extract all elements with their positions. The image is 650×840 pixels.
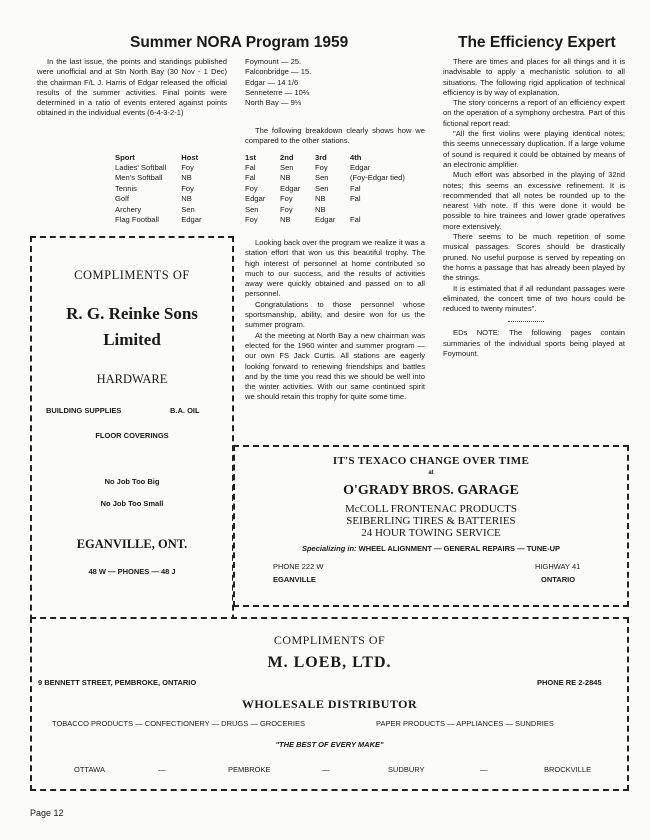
host-cell: Foy bbox=[181, 183, 194, 193]
place-cell: (Foy-Edgar tied) bbox=[350, 173, 405, 183]
points-item: Edgar — 14 1/6 bbox=[245, 77, 299, 87]
place-header: 1st bbox=[245, 153, 256, 162]
loeb-compliments: COMPLIMENTS OF bbox=[273, 633, 386, 647]
efficiency-article bbox=[443, 57, 625, 359]
texaco-province: ONTARIO bbox=[541, 575, 576, 584]
editors-note: EDs NOTE: The following pages contain summaries of the individual sports being played at Foymount. bbox=[443, 328, 625, 359]
garage-name: O'GRADY BROS. GARAGE bbox=[343, 483, 519, 498]
city-separator: — bbox=[322, 765, 330, 774]
place-cell: NB bbox=[280, 173, 291, 183]
divider bbox=[443, 314, 625, 328]
reinke-building-supplies: BUILDING SUPPLIES bbox=[46, 406, 122, 415]
specializing-services: WHEEL ALIGNMENT — GENERAL REPAIRS — TUNE-UP bbox=[358, 544, 561, 553]
host-header: Host bbox=[181, 153, 199, 162]
host-cell: NB bbox=[181, 173, 192, 183]
sport-cell: Golf bbox=[115, 194, 129, 204]
place-header: 2nd bbox=[280, 153, 294, 162]
efficiency-title: The Efficiency Expert bbox=[458, 34, 616, 51]
texaco-line-2: SEIBERLING TIRES & BATTERIES bbox=[346, 515, 516, 527]
reinke-compliments: COMPLIMENTS OF bbox=[74, 268, 190, 282]
sport-cell: Ladies' Softball bbox=[115, 163, 167, 172]
sport-cell: Tennis bbox=[115, 183, 137, 193]
table-row bbox=[115, 184, 207, 194]
place-cell: Fal bbox=[245, 173, 256, 183]
place-cell: Sen bbox=[245, 204, 259, 214]
host-cell: Foy bbox=[181, 163, 194, 172]
table-row bbox=[115, 173, 207, 183]
host-cell: Edgar bbox=[181, 215, 202, 225]
texaco-highway: HIGHWAY 41 bbox=[535, 562, 581, 571]
place-cell: Foy bbox=[315, 163, 328, 172]
efficiency-paragraph: Much effort was absorbed in the playing of 32nd notes; this seems an excessive refinement. It is recommended that all notes be rounded up to the nearest ⅛th note. If this were done it would be possible to hire trainees and lower grade operatives more extensively. bbox=[443, 170, 625, 231]
nora-conclusion bbox=[245, 238, 425, 403]
place-cell: Edgar bbox=[315, 215, 336, 225]
table-row bbox=[115, 205, 207, 215]
nora-intro-text: In the last issue, the points and standings published were unofficial and at Stn North Bay (30 Nov - 1 Dec) the chairman F/L J. Harris of Edgar released the official results of the summer activities. Final points were determined in a ratio of events entered against points obtained in the individual events (6-4-3-2-1) bbox=[37, 57, 227, 118]
texaco-phone: PHONE 222 W bbox=[273, 562, 324, 571]
sport-cell: Flag Football bbox=[115, 215, 159, 225]
points-item: North Bay — 9⅓ bbox=[245, 98, 302, 108]
city-separator: — bbox=[480, 765, 488, 774]
place-cell: Sen bbox=[315, 183, 329, 193]
reinke-floor: FLOOR COVERINGS bbox=[95, 431, 169, 440]
place-cell: NB bbox=[315, 194, 326, 204]
place-cell: Foy bbox=[245, 183, 258, 193]
place-cell bbox=[350, 205, 410, 215]
table-row bbox=[245, 173, 410, 183]
texaco-ad bbox=[233, 445, 629, 607]
place-cell: Foy bbox=[280, 194, 293, 204]
specializing-label: Specializing in: bbox=[301, 544, 357, 553]
texaco-specializing bbox=[235, 544, 627, 553]
efficiency-paragraph: The story concerns a report of an efficiency expert on the operation of a symphony orchestra. Part of this fictional report read: bbox=[443, 98, 625, 128]
loeb-slogan: "THE BEST OF EVERY MAKE" bbox=[275, 740, 384, 749]
reinke-slogan-2: No Job Too Small bbox=[100, 499, 164, 508]
host-cell: NB bbox=[181, 194, 192, 204]
reinke-town: EGANVILLE, ONT. bbox=[76, 537, 188, 551]
place-cell: Edgar bbox=[350, 163, 371, 172]
reinke-name-line2: Limited bbox=[103, 330, 161, 349]
sport-cell: Men's Softball bbox=[115, 173, 163, 183]
loeb-wholesale: WHOLESALE DISTRIBUTOR bbox=[241, 697, 418, 711]
place-cell: NB bbox=[315, 204, 326, 214]
place-cell: Sen bbox=[315, 173, 329, 183]
table-row bbox=[115, 194, 207, 204]
loeb-products-right: PAPER PRODUCTS — APPLIANCES — SUNDRIES bbox=[376, 719, 554, 728]
place-header: 3rd bbox=[315, 153, 327, 162]
place-cell: Fal bbox=[350, 215, 361, 225]
points-list bbox=[245, 57, 425, 108]
place-cell: Fal bbox=[245, 163, 256, 172]
points-item: Falconbridge — 15. bbox=[245, 67, 312, 77]
place-cell: Foy bbox=[245, 215, 258, 225]
nora-title: Summer NORA Program 1959 bbox=[130, 34, 349, 51]
texaco-at: at bbox=[428, 470, 434, 476]
loeb-city: BROCKVILLE bbox=[544, 765, 592, 774]
page-number: Page 12 bbox=[30, 808, 64, 818]
place-cell: Sen bbox=[280, 163, 294, 172]
place-cell: Edgar bbox=[280, 183, 301, 193]
place-cell: Fal bbox=[350, 194, 361, 204]
city-separator: — bbox=[158, 765, 166, 774]
loeb-name: M. LOEB, LTD. bbox=[267, 654, 392, 671]
table-row bbox=[245, 184, 410, 194]
efficiency-paragraph: There are times and places for all things and it is inadvisable to apply a mechanistic solution to all situations. The following rigid application of technical efficiency is by way of explanation. bbox=[443, 57, 625, 97]
sports-host-table bbox=[115, 152, 207, 225]
nora-paragraph: At the meeting at North Bay a new chairman was elected for the 1960 winter and summer program — our own FS Jack Curtis. All stations are eagerly looking forward to renewing friendships and battles and by the time you read this we should be well into the winter activities. With our same continued spirit we should retain this trophy for quite some time. bbox=[245, 330, 425, 402]
places-table bbox=[245, 152, 410, 225]
reinke-oil: B.A. OIL bbox=[170, 406, 200, 415]
table-row bbox=[245, 205, 410, 215]
efficiency-paragraph: There seems to be much repetition of some musical passages. Scores should be drastically pruned. No useful purpose is served by repeating on the horns a passage that has already been played by the strings. bbox=[443, 232, 625, 283]
breakdown-intro bbox=[245, 126, 425, 147]
reinke-hardware: HARDWARE bbox=[96, 372, 168, 386]
place-cell: Edgar bbox=[245, 194, 266, 204]
loeb-city: OTTAWA bbox=[74, 765, 105, 774]
table-row bbox=[245, 163, 410, 173]
loeb-city: PEMBROKE bbox=[228, 765, 271, 774]
nora-paragraph: Looking back over the program we realize it was a station effort that won us this beautiful trophy. The high interest of personnel at home contributed so much to our success, and the results of activities away were quickly obtained and passed on to all personnel. bbox=[245, 238, 425, 299]
host-cell: Sen bbox=[181, 204, 195, 214]
reinke-slogan-1: No Job Too Big bbox=[104, 477, 160, 486]
texaco-line-3: 24 HOUR TOWING SERVICE bbox=[361, 527, 501, 539]
table-row bbox=[115, 215, 207, 225]
texaco-town: EGANVILLE bbox=[273, 575, 316, 584]
reinke-name-line1: R. G. Reinke Sons bbox=[66, 304, 198, 323]
loeb-city: SUDBURY bbox=[388, 765, 425, 774]
table-row bbox=[115, 163, 207, 173]
table-row bbox=[245, 215, 410, 225]
nora-intro bbox=[37, 57, 227, 119]
sport-cell: Archery bbox=[115, 204, 142, 214]
points-item: Senneterre — 10⅔ bbox=[245, 87, 310, 97]
sport-header: Sport bbox=[115, 153, 135, 162]
breakdown-intro-text: The following breakdown clearly shows how we compared to the other stations. bbox=[245, 126, 425, 146]
points-item: Foymount — 25. bbox=[245, 57, 302, 66]
efficiency-paragraph: "All the first violins were playing identical notes; this seems unnecessary duplication. If a large volume of sound is required it could be obtained by means of an electronic amplifier. bbox=[443, 129, 625, 169]
place-header: 4th bbox=[350, 153, 362, 162]
texaco-headline: IT'S TEXACO CHANGE OVER TIME bbox=[332, 455, 530, 467]
loeb-products-left: TOBACCO PRODUCTS — CONFECTIONERY — DRUGS — GROCERIES bbox=[52, 719, 305, 728]
reinke-phones: 48 W — PHONES — 48 J bbox=[88, 567, 176, 576]
place-cell: Fal bbox=[350, 183, 361, 193]
nora-paragraph: Congratulations to those personnel whose sportsmanship, ability, and desire won for us the summer program. bbox=[245, 299, 425, 330]
efficiency-paragraph: It is estimated that if all redundant passages were eliminated, the concert time of two hours could be reduced to twenty minutes". bbox=[443, 283, 625, 314]
texaco-line-1: McCOLL FRONTENAC PRODUCTS bbox=[345, 503, 517, 515]
loeb-ad bbox=[30, 617, 629, 791]
place-cell: Foy bbox=[280, 204, 293, 214]
loeb-phone: PHONE RE 2-2845 bbox=[537, 678, 602, 687]
place-cell: NB bbox=[280, 215, 291, 225]
table-row bbox=[245, 194, 410, 204]
loeb-address: 9 BENNETT STREET, PEMBROKE, ONTARIO bbox=[38, 678, 197, 687]
